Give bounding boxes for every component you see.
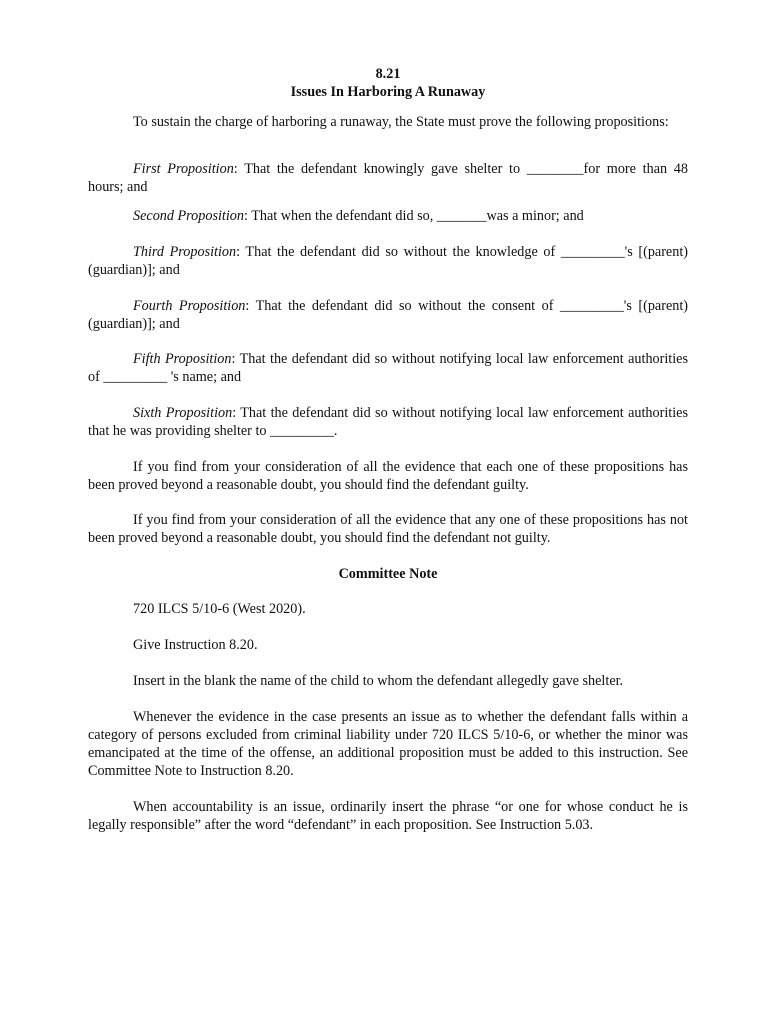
proposition-1 xyxy=(88,160,688,196)
proposition-5-text: : That the defendant did so without notifying local law enforcement authorities of _________ 's name; and xyxy=(88,351,689,385)
committee-note-insert-blank: Insert in the blank the name of the child to whom the defendant allegedly gave shelter. xyxy=(133,673,624,689)
proposition-5-label: Fifth Proposition xyxy=(133,351,232,367)
committee-note-give-instruction: Give Instruction 8.20. xyxy=(133,637,258,653)
guilty-paragraph: If you find from your consideration of all the evidence that each one of these propositions has been proved beyond a reasonable doubt, you should find the defendant guilty. xyxy=(88,459,688,493)
proposition-3 xyxy=(88,243,688,279)
committee-note-exclusion: Whenever the evidence in the case presents an issue as to whether the defendant falls within a category of persons excluded from criminal liability under 720 ILCS 5/10-6, or whether the minor was emancipated at the time of the offense, an additional proposition must be added to this instruction. See Committee Note to Instruction 8.20. xyxy=(88,709,688,779)
proposition-2 xyxy=(88,207,688,225)
proposition-2-label: Second Proposition xyxy=(133,208,244,224)
committee-note-accountability: When accountability is an issue, ordinarily insert the phrase “or one for whose conduct he is legally responsible” after the word “defendant” in each proposition. See Instruction 5.03. xyxy=(88,799,688,833)
proposition-4 xyxy=(88,297,688,333)
committee-note-heading: Committee Note xyxy=(338,566,438,582)
proposition-5 xyxy=(88,350,688,386)
proposition-3-text: : That the defendant did so without the knowledge of _________'s [(parent) (guardian)]; and xyxy=(88,244,688,278)
proposition-6 xyxy=(88,404,688,440)
instruction-title: Issues In Harboring A Runaway xyxy=(290,84,486,100)
not-guilty-paragraph: If you find from your consideration of all the evidence that any one of these propositions has not been proved beyond a reasonable doubt, you should find the defendant not guilty. xyxy=(88,512,688,546)
proposition-1-text: : That the defendant knowingly gave shelter to ________for more than 48 hours; and xyxy=(88,161,688,195)
proposition-6-label: Sixth Proposition xyxy=(133,405,233,421)
proposition-1-label: First Proposition xyxy=(133,161,234,177)
instruction-number: 8.21 xyxy=(375,66,401,82)
committee-note-statute: 720 ILCS 5/10-6 (West 2020). xyxy=(133,601,306,617)
intro-paragraph: To sustain the charge of harboring a runaway, the State must prove the following propositions: xyxy=(133,114,669,130)
proposition-4-text: : That the defendant did so without the consent of _________'s [(parent) (guardian)]; and xyxy=(88,298,688,332)
proposition-6-text: : That the defendant did so without notifying local law enforcement authorities that he was providing shelter to _________. xyxy=(88,405,688,439)
proposition-2-text: : That when the defendant did so, _______was a minor; and xyxy=(244,208,584,224)
proposition-4-label: Fourth Proposition xyxy=(133,298,246,314)
proposition-3-label: Third Proposition xyxy=(133,244,237,260)
